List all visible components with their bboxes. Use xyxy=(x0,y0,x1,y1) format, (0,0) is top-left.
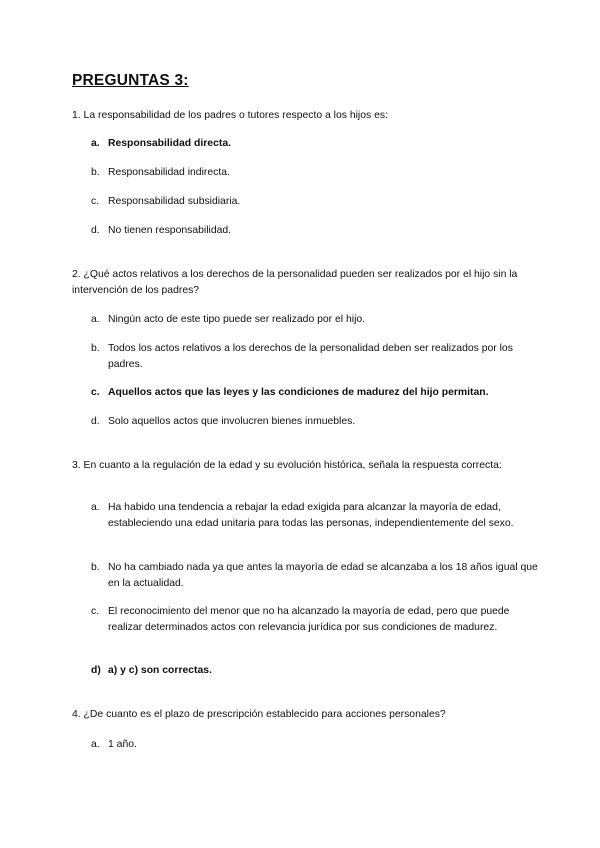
option-text: Todos los actos relativos a los derechos de la personalidad deben ser realizados por los padres. xyxy=(108,343,513,370)
option-letter: c. xyxy=(91,196,100,207)
option-letter: a. xyxy=(91,138,100,149)
question-3-option-d xyxy=(91,663,539,679)
option-text: Responsabilidad subsidiaria. xyxy=(108,196,241,207)
option-letter: d. xyxy=(91,225,100,236)
option-letter: d) xyxy=(91,665,101,676)
question-3-option-c xyxy=(91,604,539,636)
question-2-option-d xyxy=(91,414,539,430)
question-2-option-c xyxy=(91,385,539,401)
option-text: El reconocimiento del menor que no ha alcanzado la mayoría de edad, pero que puede realizar determinados actos con relevancia jurídica por sus condiciones de madurez. xyxy=(108,606,510,633)
question-3-text: 3. En cuanto a la regulación de la edad y su evolución histórica, señala la respuesta correcta: xyxy=(72,460,502,471)
option-text: Aquellos actos que las leyes y las condiciones de madurez del hijo permitan. xyxy=(108,387,489,398)
page-title: PREGUNTAS 3: xyxy=(72,72,189,89)
question-3-option-a xyxy=(91,500,539,532)
option-letter: d. xyxy=(91,416,100,427)
question-1-option-d xyxy=(91,223,539,239)
option-text: Ningún acto de este tipo puede ser realizado por el hijo. xyxy=(108,314,366,325)
question-1-text: 1. La responsabilidad de los padres o tutores respecto a los hijos es: xyxy=(72,110,388,121)
option-letter: b. xyxy=(91,562,100,573)
question-2-option-b xyxy=(91,341,539,373)
option-text: No tienen responsabilidad. xyxy=(108,225,232,236)
question-1-option-c xyxy=(91,194,539,210)
option-letter: c. xyxy=(91,387,100,398)
question-4-text: 4. ¿De cuanto es el plazo de prescripción establecido para acciones personales? xyxy=(72,709,446,720)
option-letter: a. xyxy=(91,739,100,750)
question-1-option-a xyxy=(91,136,539,152)
question-1-option-b xyxy=(91,165,539,181)
option-text: 1 año. xyxy=(108,739,137,750)
option-text: Responsabilidad directa. xyxy=(108,138,231,149)
option-letter: c. xyxy=(91,606,100,617)
question-3-option-b xyxy=(91,560,539,592)
option-text: Responsabilidad indirecta. xyxy=(108,167,230,178)
option-text: a) y c) son correctas. xyxy=(108,665,212,676)
option-letter: b. xyxy=(91,343,100,354)
option-text: No ha cambiado nada ya que antes la mayoría de edad se alcanzaba a los 18 años igual que en la actualidad. xyxy=(108,562,538,589)
option-text: Solo aquellos actos que involucren bienes inmuebles. xyxy=(108,416,356,427)
option-letter: a. xyxy=(91,314,100,325)
option-text: Ha habido una tendencia a rebajar la edad exigida para alcanzar la mayoría de edad, estableciendo una edad unitaria para todas las personas, independientemente del sexo. xyxy=(108,502,514,529)
question-2-option-a xyxy=(91,312,539,328)
question-2-text: 2. ¿Qué actos relativos a los derechos de la personalidad pueden ser realizados por el hijo sin la intervención de los padres? xyxy=(72,269,518,296)
option-letter: b. xyxy=(91,167,100,178)
question-4-option-a xyxy=(91,737,539,753)
option-letter: a. xyxy=(91,502,100,513)
